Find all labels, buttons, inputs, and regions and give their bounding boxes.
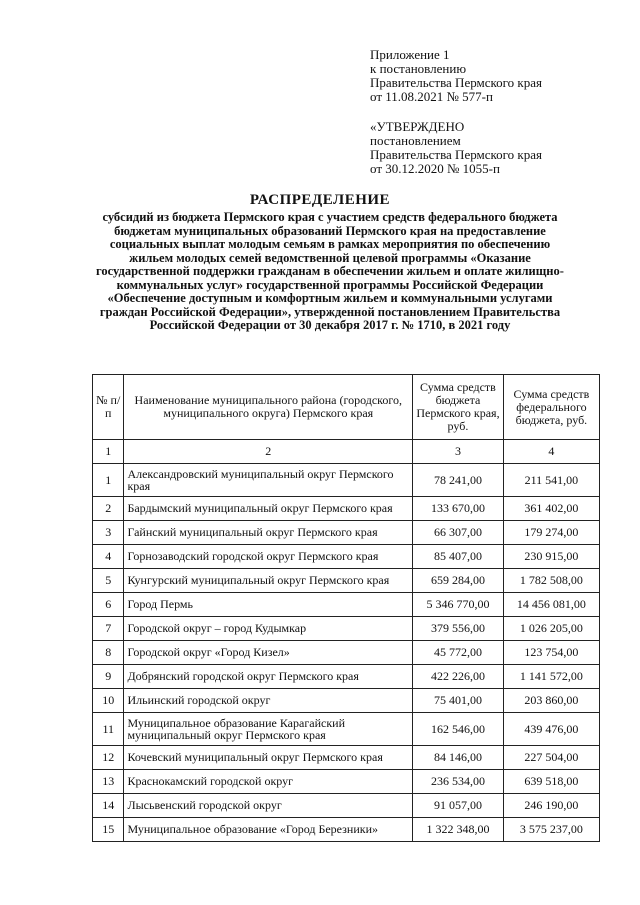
table-row (93, 689, 600, 713)
column-number: 4 (503, 440, 599, 464)
table-row (93, 746, 600, 770)
approval-line: «УТВЕРЖДЕНО (370, 119, 465, 134)
appendix-block (370, 48, 542, 104)
row-federal: 14 456 081,00 (503, 593, 599, 617)
row-regional: 45 772,00 (413, 641, 504, 665)
row-federal: 123 754,00 (503, 641, 599, 665)
row-name: Кочевский муниципальный округ Пермского края (124, 746, 413, 770)
row-num: 11 (93, 713, 124, 746)
row-federal: 1 026 205,00 (503, 617, 599, 641)
row-name: Лысьвенский городской округ (124, 794, 413, 818)
header-name: Наименование муниципального района (городского, муниципального округа) Пермского края (124, 375, 413, 440)
table-row (93, 617, 600, 641)
row-regional: 379 556,00 (413, 617, 504, 641)
table-row (93, 569, 600, 593)
row-regional: 1 322 348,00 (413, 818, 504, 842)
row-name: Муниципальное образование Карагайский муниципальный округ Пермского края (124, 713, 413, 746)
row-num: 9 (93, 665, 124, 689)
row-name: Городской округ – город Кудымкар (124, 617, 413, 641)
row-name: Добрянский городской округ Пермского края (124, 665, 413, 689)
row-regional: 422 226,00 (413, 665, 504, 689)
column-number: 3 (413, 440, 504, 464)
row-federal: 179 274,00 (503, 521, 599, 545)
appendix-line: к постановлению (370, 61, 467, 76)
header-regional: Сумма средств бюджета Пермского края, руб. (413, 375, 504, 440)
row-num: 12 (93, 746, 124, 770)
row-federal: 230 915,00 (503, 545, 599, 569)
appendix-line: от 11.08.2021 № 577-п (370, 89, 493, 104)
row-name: Александровский муниципальный округ Пермского края (124, 464, 413, 497)
row-federal: 3 575 237,00 (503, 818, 599, 842)
row-regional: 5 346 770,00 (413, 593, 504, 617)
row-num: 10 (93, 689, 124, 713)
row-federal: 1 782 508,00 (503, 569, 599, 593)
table-row (93, 464, 600, 497)
row-num: 15 (93, 818, 124, 842)
table-row (93, 641, 600, 665)
approval-line: Правительства Пермского края (370, 147, 542, 162)
column-number-row (93, 440, 600, 464)
document-title: РАСПРЕДЕЛЕНИЕ (249, 192, 391, 208)
table-row (93, 665, 600, 689)
table-row (93, 818, 600, 842)
row-regional: 66 307,00 (413, 521, 504, 545)
table-row (93, 713, 600, 746)
row-regional: 133 670,00 (413, 497, 504, 521)
row-num: 6 (93, 593, 124, 617)
header-num: № п/п (93, 375, 124, 440)
row-regional: 91 057,00 (413, 794, 504, 818)
row-name: Гайнский муниципальный округ Пермского края (124, 521, 413, 545)
row-num: 8 (93, 641, 124, 665)
row-name: Ильинский городской округ (124, 689, 413, 713)
table-row (93, 770, 600, 794)
appendix-line: Приложение 1 (370, 47, 450, 62)
appendix-line: Правительства Пермского края (370, 75, 542, 90)
row-regional: 78 241,00 (413, 464, 504, 497)
row-name: Горнозаводский городской округ Пермского края (124, 545, 413, 569)
row-num: 1 (93, 464, 124, 497)
row-num: 2 (93, 497, 124, 521)
row-num: 13 (93, 770, 124, 794)
column-number: 2 (124, 440, 413, 464)
row-num: 14 (93, 794, 124, 818)
document-subtitle: субсидий из бюджета Пермского края с участием средств федерального бюджета бюджетам муниципальных образований Пермского края на предоставление социальных выплат молодым семьям в рамках мероприятия по обеспечению жильем молодых семей ведомственной целевой программы «Оказание государственной поддержки гражданам в обеспечении жильем и оплате жилищно-коммунальных услуг» государственной программы Российской Федерации «Обеспечение доступным и комфортным жильем и коммунальными услугами граждан Российской Федерации», утвержденной постановлением Правительства Российской Федерации от 30 декабря 2017 г. № 1710, в 2021 году (96, 210, 564, 332)
row-name: Муниципальное образование «Город Березники» (124, 818, 413, 842)
row-federal: 246 190,00 (503, 794, 599, 818)
table-row (93, 497, 600, 521)
row-regional: 75 401,00 (413, 689, 504, 713)
row-num: 5 (93, 569, 124, 593)
table-row (93, 593, 600, 617)
row-num: 4 (93, 545, 124, 569)
approval-block (370, 120, 542, 176)
row-regional: 236 534,00 (413, 770, 504, 794)
distribution-table (92, 374, 600, 842)
row-regional: 659 284,00 (413, 569, 504, 593)
row-federal: 639 518,00 (503, 770, 599, 794)
row-num: 3 (93, 521, 124, 545)
row-name: Краснокамский городской округ (124, 770, 413, 794)
column-number: 1 (93, 440, 124, 464)
row-name: Город Пермь (124, 593, 413, 617)
table-header-row (93, 375, 600, 440)
table-row (93, 794, 600, 818)
approval-line: постановлением (370, 133, 461, 148)
row-regional: 162 546,00 (413, 713, 504, 746)
table-row (93, 545, 600, 569)
row-federal: 439 476,00 (503, 713, 599, 746)
row-federal: 211 541,00 (503, 464, 599, 497)
row-federal: 361 402,00 (503, 497, 599, 521)
row-name: Городской округ «Город Кизел» (124, 641, 413, 665)
row-federal: 1 141 572,00 (503, 665, 599, 689)
row-regional: 85 407,00 (413, 545, 504, 569)
row-federal: 203 860,00 (503, 689, 599, 713)
row-name: Кунгурский муниципальный округ Пермского края (124, 569, 413, 593)
table-row (93, 521, 600, 545)
row-regional: 84 146,00 (413, 746, 504, 770)
row-federal: 227 504,00 (503, 746, 599, 770)
row-name: Бардымский муниципальный округ Пермского края (124, 497, 413, 521)
approval-line: от 30.12.2020 № 1055-п (370, 161, 500, 176)
row-num: 7 (93, 617, 124, 641)
header-federal: Сумма средств федерального бюджета, руб. (503, 375, 599, 440)
